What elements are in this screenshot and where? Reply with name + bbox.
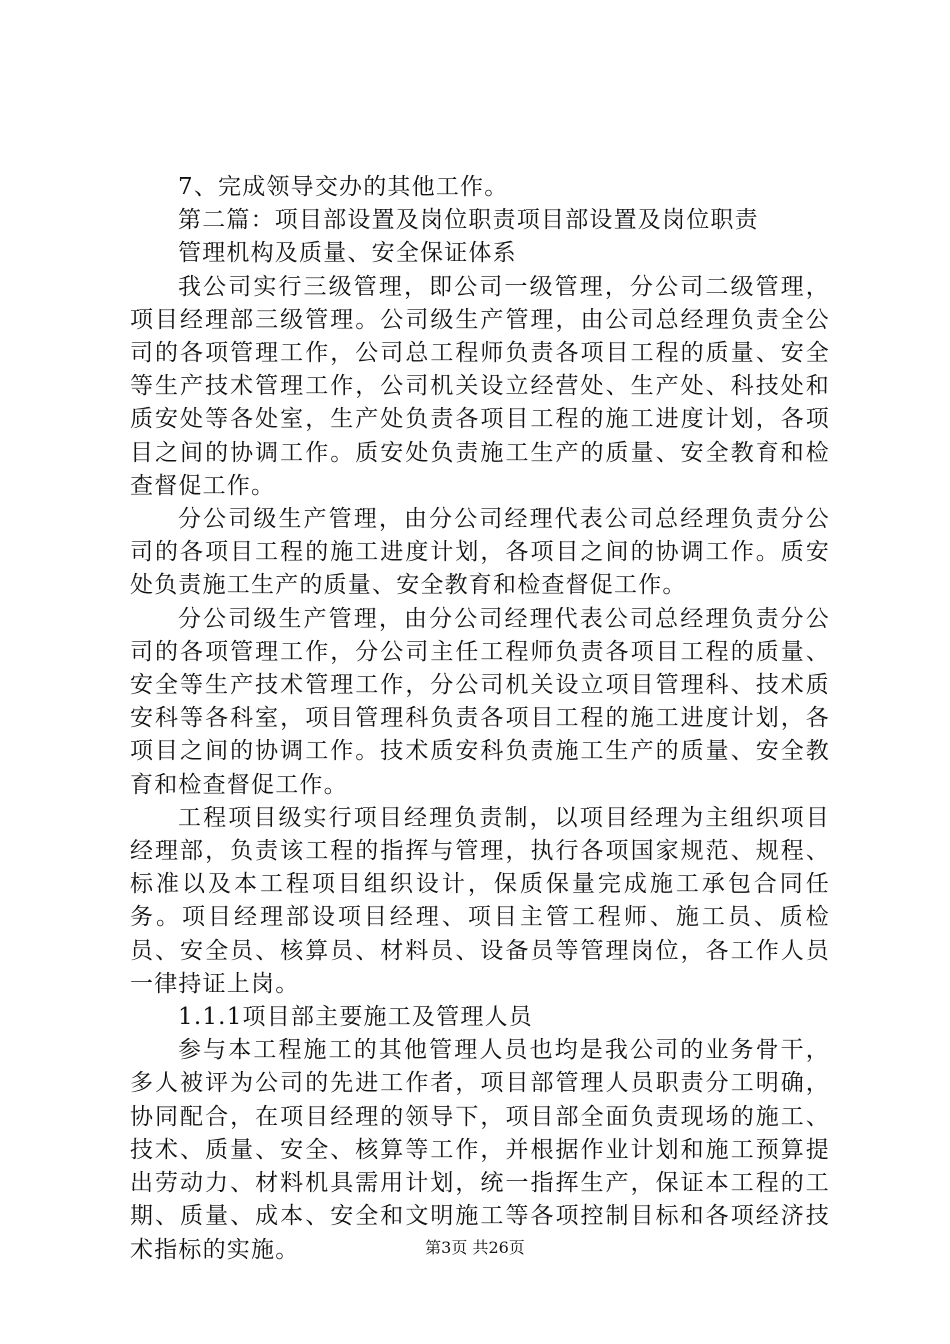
document-body: [130, 171, 830, 1267]
page-number: 第3页 共26页: [425, 1238, 525, 1257]
paragraph-staff: 参与本工程施工的其他管理人员也均是我公司的业务骨干，多人被评为公司的先进工作者，项目部管理人员职责分工明确，协同配合，在项目经理的领导下，项目部全面负责现场的施工、技术、质量、安全、核算等工作，并根据作业计划和施工预算提出劳动力、材料机具需用计划，统一指挥生产，保证本工程的工期、质量、成本、安全和文明施工等各项控制目标和各项经济技术指标的实施。: [130, 1037, 830, 1263]
list-item-7: 7、完成领导交办的其他工作。: [178, 174, 509, 200]
subsection-heading: 1.1.1项目部主要施工及管理人员: [178, 1004, 533, 1031]
paragraph-branch-schedule: 分公司级生产管理，由分公司经理代表公司总经理负责分公司的各项目工程的施工进度计划，各项目之间的协调工作。质安处负责施工生产的质量、安全教育和检查督促工作。: [130, 506, 830, 599]
paragraph-project-level: 工程项目级实行项目经理负责制，以项目经理为主组织项目经理部，负责该工程的指挥与管理，执行各项国家规范、规程、标准以及本工程项目组织设计，保质保量完成施工承包合同任务。项目经理部设项目经理、项目主管工程师、施工员、质检员、安全员、核算员、材料员、设备员等管理岗位，各工作人员一律持证上岗。: [130, 804, 830, 997]
paragraph-branch-management: 分公司级生产管理，由分公司经理代表公司总经理负责分公司的各项管理工作，分公司主任工程师负责各项目工程的质量、安全等生产技术管理工作，分公司机关设立项目管理科、技术质安科等各科室，项目管理科负责各项目工程的施工进度计划，各项目之间的协调工作。技术质安科负责施工生产的质量、安全教育和检查督促工作。: [130, 605, 830, 798]
chapter-title: 第二篇：项目部设置及岗位职责项目部设置及岗位职责: [178, 207, 759, 234]
section-title: 管理机构及质量、安全保证体系: [178, 240, 517, 267]
paragraph-management-levels: 我公司实行三级管理，即公司一级管理，分公司二级管理，项目经理部三级管理。公司级生产管理，由公司总经理负责全公司的各项管理工作，公司总工程师负责各项目工程的质量、安全等生产技术管理工作，公司机关设立经营处、生产处、科技处和质安处等各处室，生产处负责各项目工程的施工进度计划，各项目之间的协调工作。质安处负责施工生产的质量、安全教育和检查督促工作。: [130, 273, 830, 499]
